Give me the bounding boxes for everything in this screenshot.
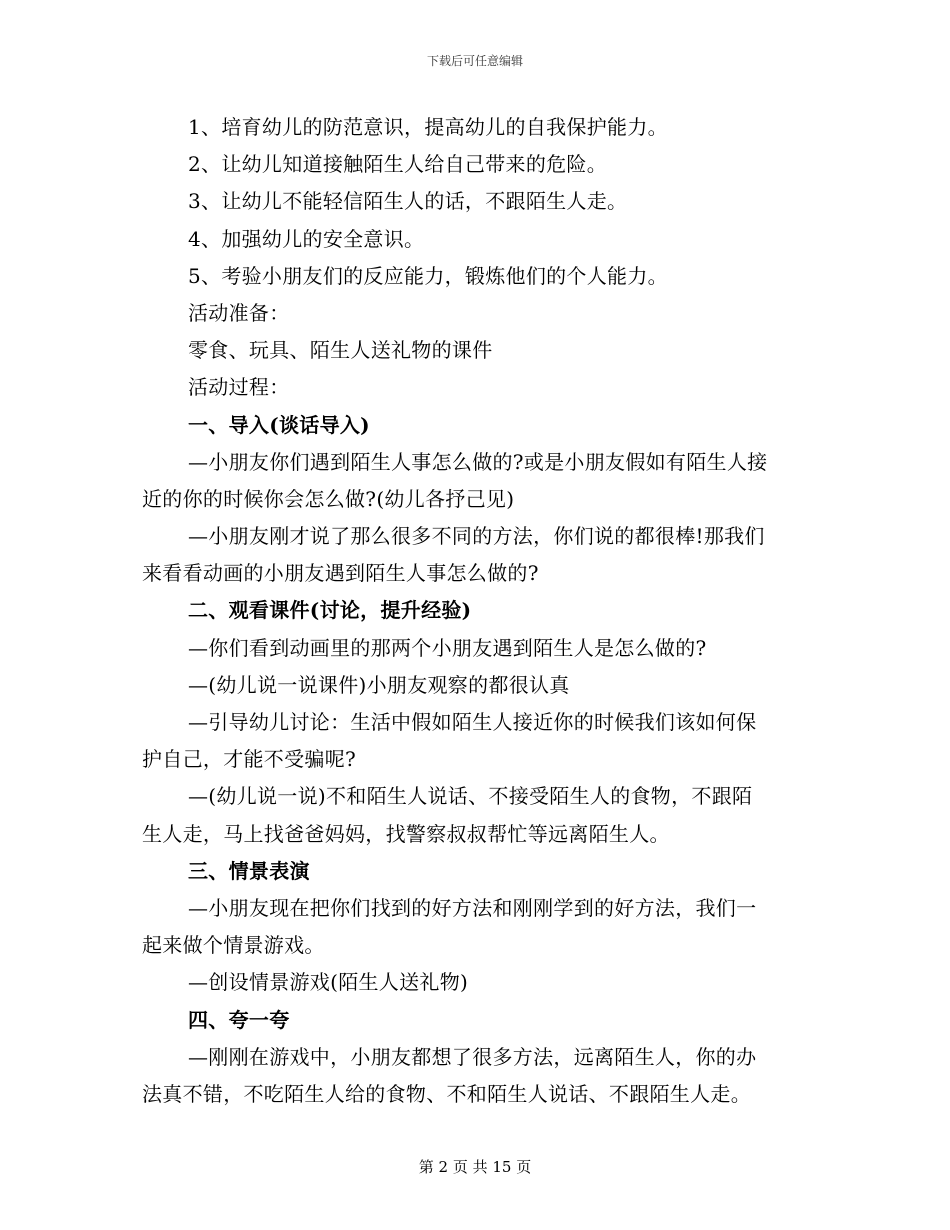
text-line: —小朋友刚才说了那么很多不同的方法，你们说的都很棒!那我们 [188, 524, 765, 549]
text-line: —小朋友现在把你们找到的好方法和刚刚学到的好方法，我们一 [188, 895, 757, 920]
text-line: —(幼儿说一说课件)小朋友观察的都很认真 [188, 672, 570, 697]
text-line: 近的你的时候你会怎么做?(幼儿各抒己见) [142, 486, 515, 511]
text-line: 4、加强幼儿的安全意识。 [188, 226, 425, 251]
section-heading: 二、观看课件(讨论，提升经验) [188, 598, 472, 623]
section-heading: 一、导入(谈话导入) [188, 412, 370, 437]
text-line: 活动准备： [188, 300, 290, 325]
section-heading: 三、情景表演 [188, 858, 310, 883]
text-line: 2、让幼儿知道接触陌生人给自己带来的危险。 [188, 152, 608, 177]
document-body [142, 109, 810, 1113]
text-line: 3、让幼儿不能轻信陌生人的话，不跟陌生人走。 [188, 189, 628, 214]
text-line: 法真不错，不吃陌生人给的食物、不和陌生人说话、不跟陌生人走。 [142, 1081, 751, 1106]
text-line: 1、培育幼儿的防范意识，提高幼儿的自我保护能力。 [188, 115, 668, 139]
text-line: 来看看动画的小朋友遇到陌生人事怎么做的? [142, 561, 539, 586]
section-heading: 四、夸一夸 [188, 1007, 290, 1032]
text-line: —引导幼儿讨论：生活中假如陌生人接近你的时候我们该如何保 [188, 710, 757, 734]
page-footer: 第 2 页 共 15 页 [418, 1158, 532, 1176]
text-line: 活动过程： [188, 375, 290, 400]
text-line: 零食、玩具、陌生人送礼物的课件 [188, 338, 493, 363]
page-header: 下载后可任意编辑 [426, 54, 523, 68]
text-line: 5、考验小朋友们的反应能力，锻炼他们的个人能力。 [188, 263, 668, 288]
text-line: 生人走，马上找爸爸妈妈，找警察叔叔帮忙等远离陌生人。 [142, 821, 670, 846]
text-line: —刚刚在游戏中，小朋友都想了很多方法，远离陌生人，你的办 [188, 1044, 757, 1069]
text-line: 起来做个情景游戏。 [142, 933, 325, 958]
text-line: —小朋友你们遇到陌生人事怎么做的?或是小朋友假如有陌生人接 [188, 449, 768, 474]
text-line: —你们看到动画里的那两个小朋友遇到陌生人是怎么做的? [188, 635, 707, 660]
text-line: —(幼儿说一说)不和陌生人说话、不接受陌生人的食物，不跟陌 [188, 784, 753, 809]
text-line: 护自己，才能不受骗呢? [142, 747, 357, 772]
text-line: —创设情景游戏(陌生人送礼物) [188, 970, 469, 995]
